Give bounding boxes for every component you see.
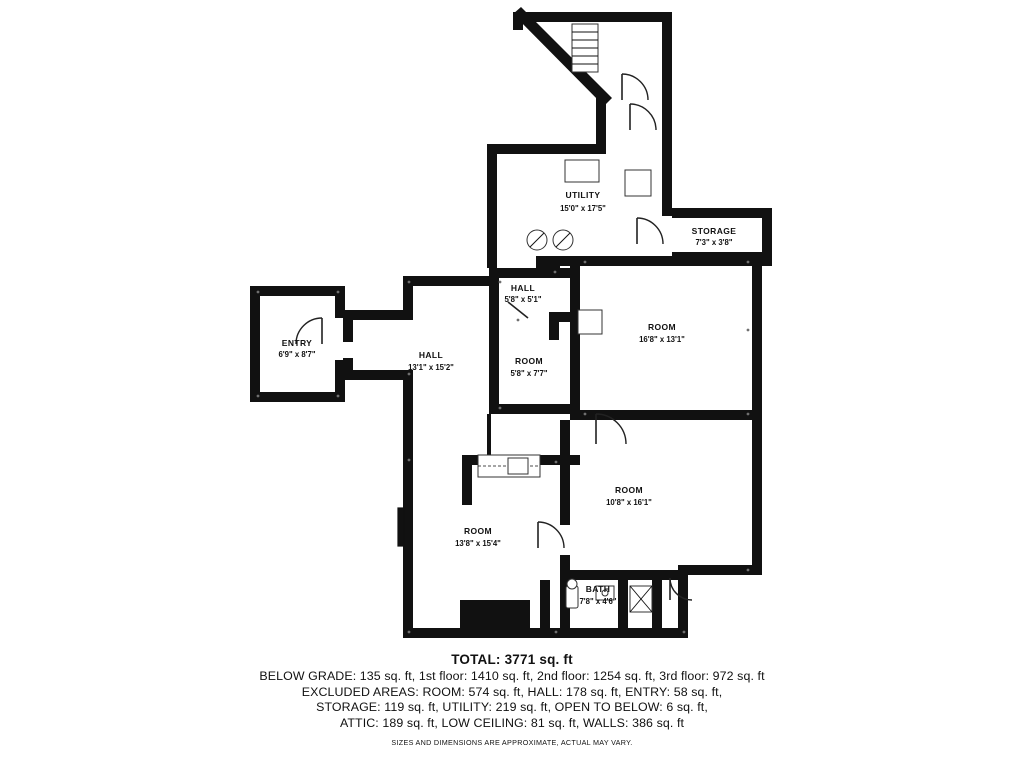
room-label: ROOM (514, 356, 544, 366)
summary-line: ATTIC: 189 sq. ft, LOW CEILING: 81 sq. ft, WALLS: 386 sq. ft (339, 715, 685, 730)
room-dims: 7'3" x 3'8" (695, 238, 733, 247)
room-dims: 16'8" x 13'1" (639, 335, 685, 344)
room-label: ROOM (647, 322, 677, 332)
summary-line: EXCLUDED AREAS: ROOM: 574 sq. ft, HALL: 178 sq. ft, ENTRY: 58 sq. ft, (301, 684, 723, 699)
room-dims: 13'1" x 15'2" (408, 363, 454, 372)
room-label: HALL (510, 283, 536, 293)
staircase-icon (572, 24, 598, 72)
room-dims: 15'0" x 17'5" (560, 204, 606, 213)
summary-line: BELOW GRADE: 135 sq. ft, 1st floor: 1410 sq. ft, 2nd floor: 1254 sq. ft, 3rd floor: 972 sq. ft (259, 669, 765, 683)
room-dims: 5'8" x 7'7" (510, 369, 548, 378)
room-dims: 5'8" x 5'1" (504, 295, 542, 304)
room-label: STORAGE (691, 226, 737, 236)
total-area: TOTAL: 3771 sq. ft (451, 652, 573, 667)
room-label: UTILITY (565, 190, 601, 200)
wall-structure (250, 7, 772, 638)
disclaimer-text: SIZES AND DIMENSIONS ARE APPROXIMATE, ACTUAL MAY VARY. (391, 738, 633, 748)
room-dims: 10'8" x 16'1" (606, 498, 652, 507)
room-label: ENTRY (281, 338, 313, 348)
room-label: BATH (585, 584, 611, 594)
window-fixture (565, 160, 599, 182)
furnace-icons (527, 230, 573, 250)
summary-line: STORAGE: 119 sq. ft, UTILITY: 219 sq. ft, OPEN TO BELOW: 6 sq. ft, (316, 700, 708, 715)
kitchen-counter (478, 455, 540, 477)
room-label: HALL (418, 350, 444, 360)
column-box (578, 310, 602, 334)
room-labels (278, 190, 736, 606)
room-label: ROOM (463, 526, 493, 536)
room-dims: 7'8" x 4'6" (579, 597, 617, 606)
equipment-box (625, 170, 651, 196)
room-label: ROOM (614, 485, 644, 495)
room-dims: 6'9" x 8'7" (278, 350, 316, 359)
area-summary (0, 652, 1024, 747)
room-dims: 13'8" x 15'4" (455, 539, 501, 548)
